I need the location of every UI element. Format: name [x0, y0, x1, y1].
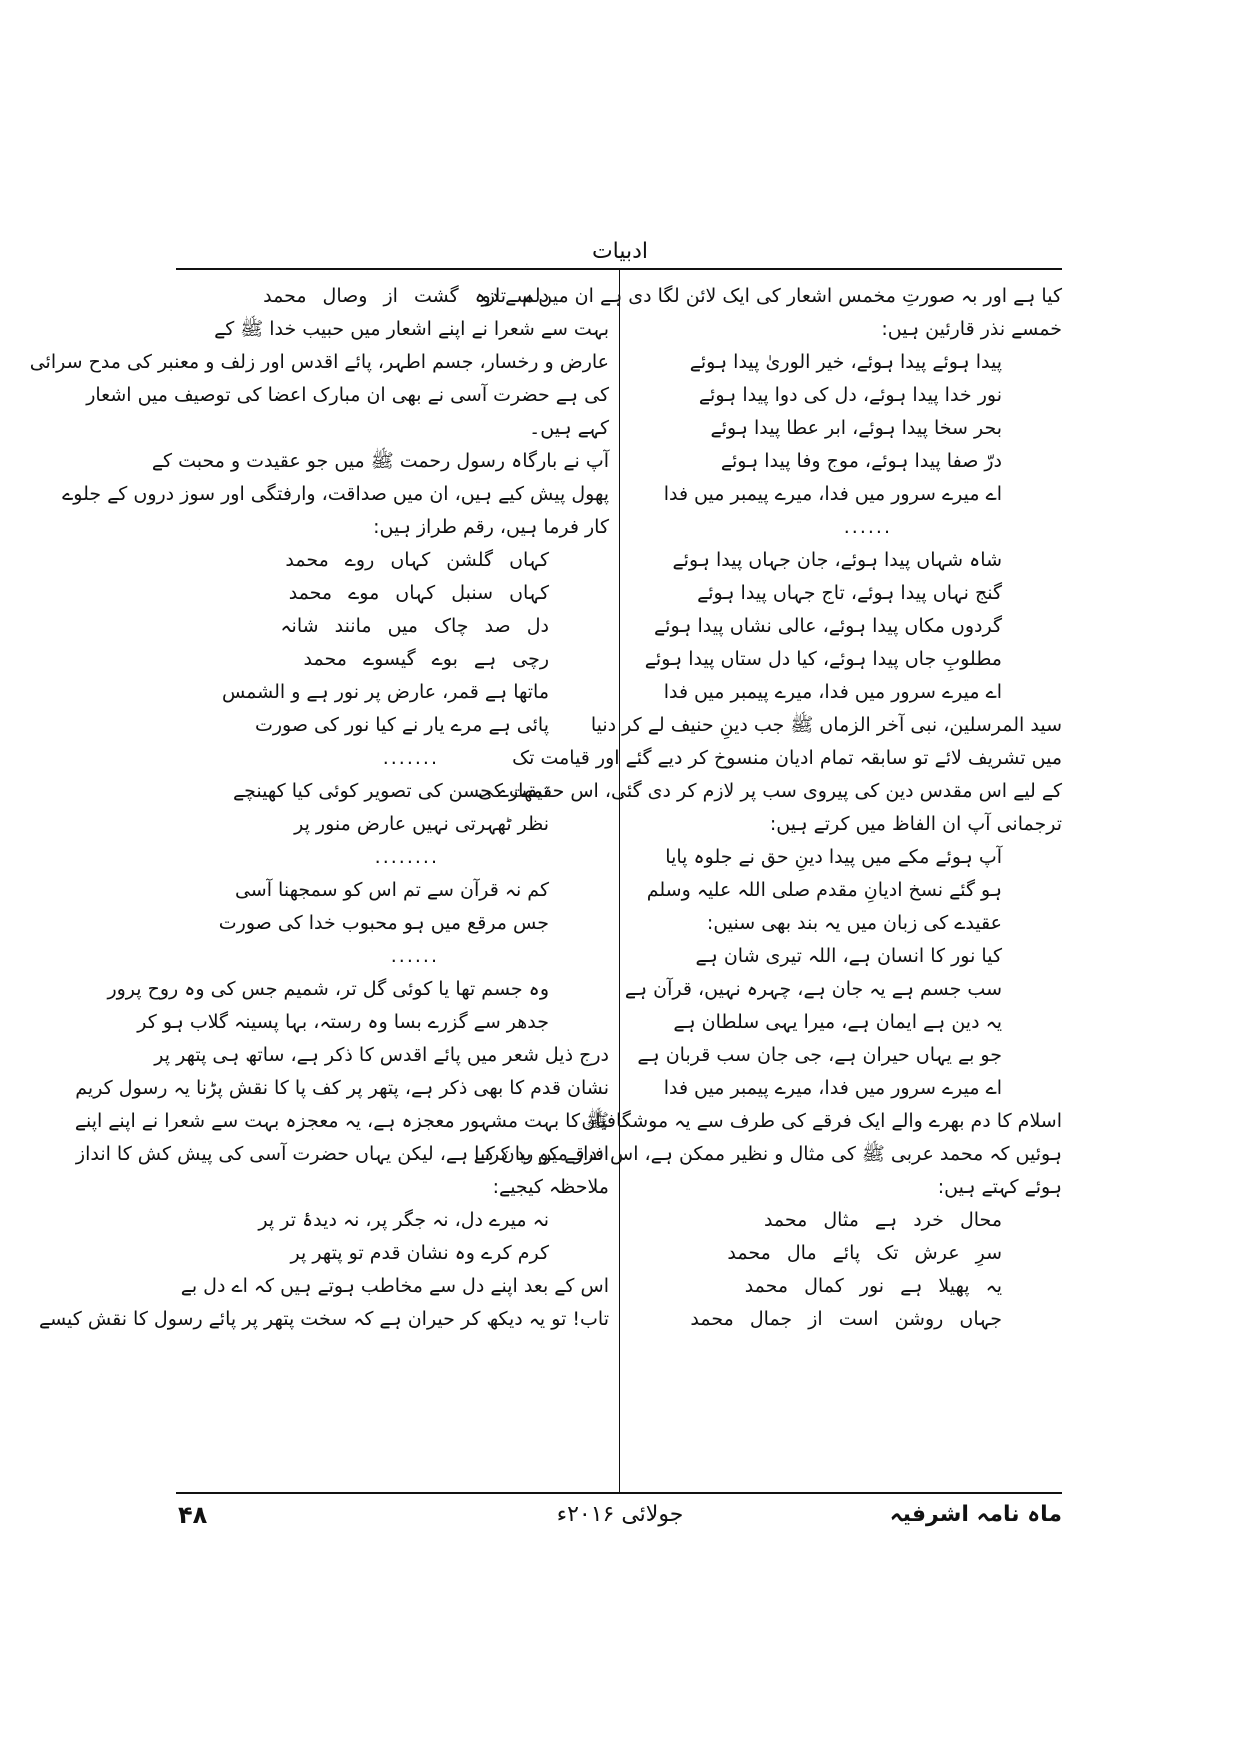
prose-line: کے لیے اس مقدس دین کی پیروی سب پر لازم کر دی گئی، اس حقیقت کی — [478, 780, 1062, 802]
prose-line: کار فرما ہیں، رقم طراز ہیں: — [373, 516, 609, 538]
prose-line: بہت سے شعرا نے اپنے اشعار میں حبیب خدا ﷺ کے — [214, 318, 609, 340]
verse-line: آپ ہوئے مکے میں پیدا دینِ حق نے جلوہ پایا — [665, 846, 1002, 868]
prose-line: ﷺ کا بہت مشہور معجزہ ہے، یہ معجزہ بہت سے شعرا نے اپنے اپنے — [74, 1110, 609, 1132]
prose-line: کیا ہے اور بہ صورتِ مخمس اشعار کی ایک لائن لگا دی ہے ان میں سے دو — [481, 285, 1062, 307]
verse-line: یہ دین ہے ایمان ہے، میرا یہی سلطان ہے — [673, 1011, 1002, 1033]
verse-line: رچی ہے بوے گیسوے محمد — [303, 648, 549, 670]
verse-line: اے میرے سرور میں فدا، میرے پیمبر میں فدا — [663, 681, 1002, 703]
verse-line: شاہ شہاں پیدا ہوئے، جان جہاں پیدا ہوئے — [672, 549, 1002, 571]
prose-line: آپ نے بارگاہ رسول رحمت ﷺ میں جو عقیدت و محبت کے — [151, 450, 609, 472]
footer-magazine-name: ماہ نامہ اشرفیہ — [889, 1502, 1062, 1527]
verse-line: اے میرے سرور میں فدا، میرے پیمبر میں فدا — [663, 483, 1002, 505]
verse-line: تمھارے حسن کی تصویر کوئی کیا کھینچے — [233, 780, 549, 802]
prose-line: خمسے نذر قارئین ہیں: — [881, 318, 1062, 340]
left-column — [29, 280, 609, 1485]
prose-line: کہے ہیں۔ — [529, 417, 609, 439]
verse-line: کیا نور کا انسان ہے، اللہ تیری شان ہے — [695, 945, 1002, 967]
verse-line: عقیدے کی زبان میں یہ بند بھی سنیں: — [706, 912, 1002, 934]
prose-line: میں تشریف لائے تو سابقہ تمام ادیان منسوخ کر دیے گئے اور قیامت تک — [512, 747, 1062, 769]
footer-date: جولائی ۲۰۱۶ء — [556, 1502, 684, 1527]
verse-line: بحر سخا پیدا ہوئے، ابر عطا پیدا ہوئے — [710, 417, 1002, 439]
verse-line: ماتھا ہے قمر، عارض پر نور ہے و الشمس — [221, 681, 549, 703]
prose-line: اسلام کا دم بھرے والے ایک فرقے کی طرف سے یہ موشگافیاں — [581, 1110, 1062, 1132]
prose-line: پھول پیش کیے ہیں، ان میں صداقت، وارفتگی اور سوز دروں کے جلوے — [62, 483, 609, 505]
prose-line: ہوئے کہتے ہیں: — [937, 1176, 1062, 1198]
verse-line: اے میرے سرور میں فدا، میرے پیمبر میں فدا — [663, 1077, 1002, 1099]
separator-dots: ...... — [843, 516, 892, 538]
prose-line: سید المرسلین، نبی آخر الزماں ﷺ جب دینِ حنیف لے کر دنیا — [590, 714, 1062, 736]
verse-line: کرم کرے وہ نشان قدم تو پتھر پر — [290, 1242, 549, 1264]
verse-line: نور خدا پیدا ہوئے، دل کی دوا پیدا ہوئے — [698, 384, 1002, 406]
verse-line: کم نہ قرآن سے تم اس کو سمجھنا آسی — [234, 879, 549, 901]
verse-line: پیدا ہوئے پیدا ہوئے، خیر الوریٰ پیدا ہوئے — [689, 351, 1002, 373]
prose-line: انداز مین بیان کیا ہے، لیکن یہاں حضرت آسی کی پیش کش کا انداز — [75, 1143, 609, 1165]
prose-line: نشان قدم کا بھی ذکر ہے، پتھر پر کف پا کا نقش پڑنا یہ رسول کریم — [75, 1077, 609, 1099]
verse-line: گنج نہاں پیدا ہوئے، تاج جہاں پیدا ہوئے — [697, 582, 1002, 604]
prose-line: ہوئیں کہ محمد عربی ﷺ کی مثال و نظیر ممکن ہے، اس فرقے کو رد کرتے — [473, 1143, 1062, 1165]
verse-line: محال خرد ہے مثال محمد — [763, 1209, 1002, 1231]
column-divider — [619, 270, 620, 1492]
verse-line: گردوں مکاں پیدا ہوئے، عالی نشاں پیدا ہوئے — [654, 615, 1002, 637]
verse-line: ہو گئے نسخ ادیانِ مقدم صلی اللہ علیہ وسلم — [646, 879, 1002, 901]
prose-line: کی ہے حضرت آسی نے بھی ان مبارک اعضا کی توصیف میں اشعار — [86, 384, 609, 406]
verse-line: مطلوبِ جاں پیدا ہوئے، کیا دل ستاں پیدا ہوئے — [644, 648, 1002, 670]
separator-dots: ...... — [390, 945, 439, 967]
prose-line: اس کے بعد اپنے دل سے مخاطب ہوتے ہیں کہ اے دل بے — [180, 1275, 609, 1297]
verse-line: جس مرقع میں ہو محبوب خدا کی صورت — [218, 912, 549, 934]
verse-line: نظر ٹھہرتی نہیں عارض منور پر — [294, 813, 549, 835]
footer-rule — [176, 1492, 1062, 1494]
prose-line: ترجمانی آپ ان الفاظ میں کرتے ہیں: — [769, 813, 1062, 835]
verse-line: وہ جسم تھا یا کوئی گل تر، شمیم جس کی وہ روح پرور — [107, 978, 549, 1000]
verse-line: کہاں سنبل کہاں موے محمد — [288, 582, 549, 604]
verse-line: یہ پھیلا ہے نور کمال محمد — [744, 1275, 1002, 1297]
prose-line: ملاحظہ کیجیے: — [492, 1176, 609, 1198]
verse-line: جہاں روشن است از جمال محمد — [690, 1308, 1002, 1330]
page-header-title: ادبیات — [591, 239, 649, 264]
verse-line: سب جسم ہے یہ جان ہے، چہرہ نہیں، قرآن ہے — [624, 978, 1002, 1000]
verse-line: پائی ہے مرے یار نے کیا نور کی صورت — [255, 714, 549, 736]
separator-dots: ........ — [374, 846, 439, 868]
verse-line: دلم تازہ گشت از وصال محمد — [263, 285, 549, 307]
separator-dots: ....... — [382, 747, 439, 769]
footer-page-number: ۴۸ — [178, 1501, 208, 1529]
verse-line: دل صد چاک میں مانند شانہ — [280, 615, 549, 637]
verse-line: جدھر سے گزرے بسا وہ رستہ، بہا پسینہ گلاب ہو کر — [137, 1011, 549, 1033]
verse-line: درّ صفا پیدا ہوئے، موج وفا پیدا ہوئے — [720, 450, 1002, 472]
verse-line: سرِ عرش تک پائے مال محمد — [727, 1242, 1002, 1264]
verse-line: نہ میرے دل، نہ جگر پر، نہ دیدۂ تر پر — [258, 1209, 549, 1231]
prose-line: تاب! تو یہ دیکھ کر حیران ہے کہ سخت پتھر پر پائے رسول کا نقش کیسے — [38, 1308, 609, 1330]
verse-line: کہاں گلشن کہاں روے محمد — [285, 549, 549, 571]
verse-line: جو بے یہاں حیران ہے، جی جان سب قربان ہے — [637, 1044, 1002, 1066]
prose-line: عارض و رخسار، جسم اطہر، پائے اقدس اور زلف و معنبر کی مدح سرائی — [29, 351, 609, 373]
prose-line: درج ذیل شعر میں پائے اقدس کا ذکر ہے، ساتھ ہی پتھر پر — [154, 1044, 609, 1066]
